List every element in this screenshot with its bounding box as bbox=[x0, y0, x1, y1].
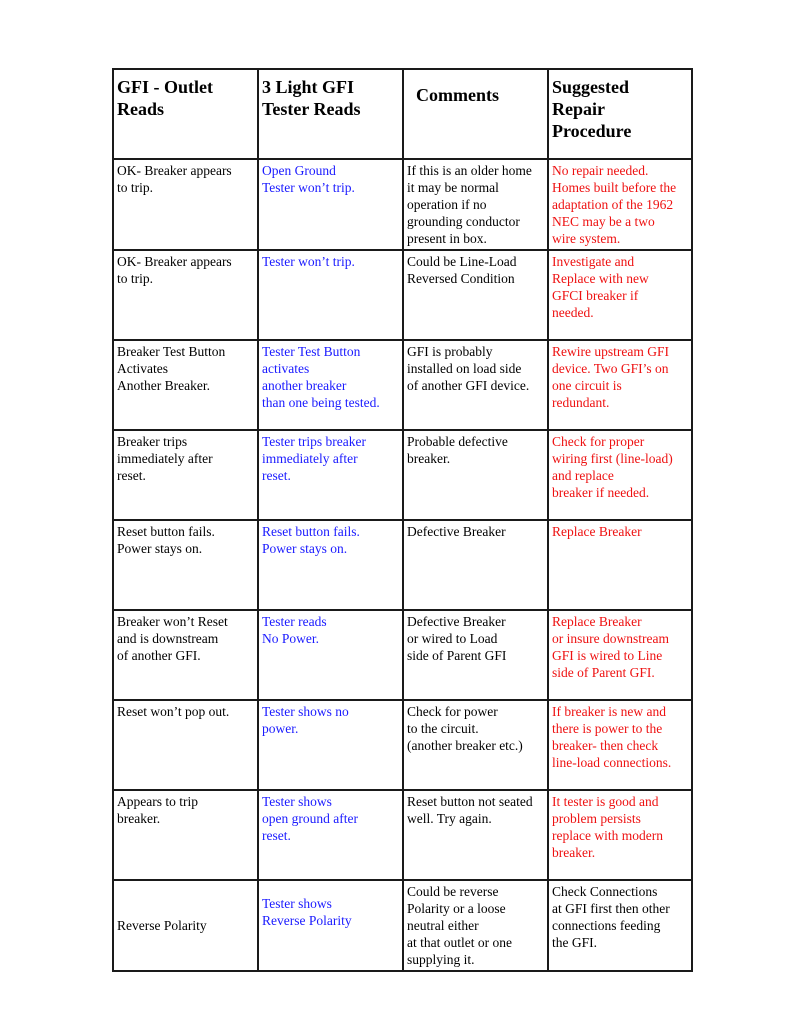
table-row bbox=[113, 880, 692, 971]
table-header-row bbox=[113, 69, 692, 159]
cell-outlet-reads: Reset button fails. Power stays on. bbox=[113, 520, 258, 610]
table-row bbox=[113, 159, 692, 250]
cell-tester-reads: Tester Test Button activates another breaker than one being tested. bbox=[258, 340, 403, 430]
table-row bbox=[113, 250, 692, 340]
cell-repair-procedure: Check Connections at GFI first then other connections feeding the GFI. bbox=[548, 880, 692, 971]
gfi-troubleshooting-table bbox=[112, 68, 693, 972]
cell-tester-reads: Tester reads No Power. bbox=[258, 610, 403, 700]
cell-repair-procedure: If breaker is new and there is power to the breaker- then check line-load connections. bbox=[548, 700, 692, 790]
cell-tester-reads: Tester trips breaker immediately after reset. bbox=[258, 430, 403, 520]
cell-tester-reads: Tester shows open ground after reset. bbox=[258, 790, 403, 880]
cell-repair-procedure: Replace Breaker or insure downstream GFI is wired to Line side of Parent GFI. bbox=[548, 610, 692, 700]
cell-outlet-reads: Breaker Test Button Activates Another Breaker. bbox=[113, 340, 258, 430]
cell-comments: Could be reverse Polarity or a loose neutral either at that outlet or one supplying it. bbox=[403, 880, 548, 971]
cell-outlet-reads: Reset won’t pop out. bbox=[113, 700, 258, 790]
cell-tester-reads: Tester shows Reverse Polarity bbox=[258, 880, 403, 971]
cell-comments: Check for power to the circuit. (another breaker etc.) bbox=[403, 700, 548, 790]
cell-comments: Reset button not seated well. Try again. bbox=[403, 790, 548, 880]
cell-comments: Defective Breaker bbox=[403, 520, 548, 610]
cell-repair-procedure: Investigate and Replace with new GFCI breaker if needed. bbox=[548, 250, 692, 340]
cell-repair-procedure: No repair needed. Homes built before the adaptation of the 1962 NEC may be a two wire system. bbox=[548, 159, 692, 250]
cell-comments: If this is an older home it may be normal operation if no grounding conductor present in box. bbox=[403, 159, 548, 250]
cell-outlet-reads: Reverse Polarity bbox=[113, 880, 258, 971]
cell-outlet-reads: Breaker won’t Reset and is downstream of another GFI. bbox=[113, 610, 258, 700]
header-repair-procedure: Suggested Repair Procedure bbox=[548, 69, 692, 159]
cell-repair-procedure: Replace Breaker bbox=[548, 520, 692, 610]
header-tester-reads: 3 Light GFI Tester Reads bbox=[258, 69, 403, 159]
cell-comments: Defective Breaker or wired to Load side of Parent GFI bbox=[403, 610, 548, 700]
table-row bbox=[113, 430, 692, 520]
header-comments: Comments bbox=[403, 69, 548, 159]
cell-comments: Probable defective breaker. bbox=[403, 430, 548, 520]
table-row bbox=[113, 610, 692, 700]
cell-repair-procedure: Check for proper wiring first (line-load) and replace breaker if needed. bbox=[548, 430, 692, 520]
cell-comments: GFI is probably installed on load side of another GFI device. bbox=[403, 340, 548, 430]
cell-tester-reads: Tester won’t trip. bbox=[258, 250, 403, 340]
cell-comments: Could be Line-Load Reversed Condition bbox=[403, 250, 548, 340]
header-outlet-reads: GFI - Outlet Reads bbox=[113, 69, 258, 159]
cell-repair-procedure: It tester is good and problem persists replace with modern breaker. bbox=[548, 790, 692, 880]
cell-tester-reads: Tester shows no power. bbox=[258, 700, 403, 790]
cell-outlet-reads: OK- Breaker appears to trip. bbox=[113, 250, 258, 340]
cell-outlet-reads: OK- Breaker appears to trip. bbox=[113, 159, 258, 250]
cell-tester-reads: Reset button fails. Power stays on. bbox=[258, 520, 403, 610]
cell-outlet-reads: Appears to trip breaker. bbox=[113, 790, 258, 880]
table-row bbox=[113, 790, 692, 880]
table-row bbox=[113, 700, 692, 790]
cell-tester-reads: Open Ground Tester won’t trip. bbox=[258, 159, 403, 250]
cell-repair-procedure: Rewire upstream GFI device. Two GFI’s on one circuit is redundant. bbox=[548, 340, 692, 430]
cell-outlet-reads: Breaker trips immediately after reset. bbox=[113, 430, 258, 520]
table-row bbox=[113, 520, 692, 610]
table-row bbox=[113, 340, 692, 430]
